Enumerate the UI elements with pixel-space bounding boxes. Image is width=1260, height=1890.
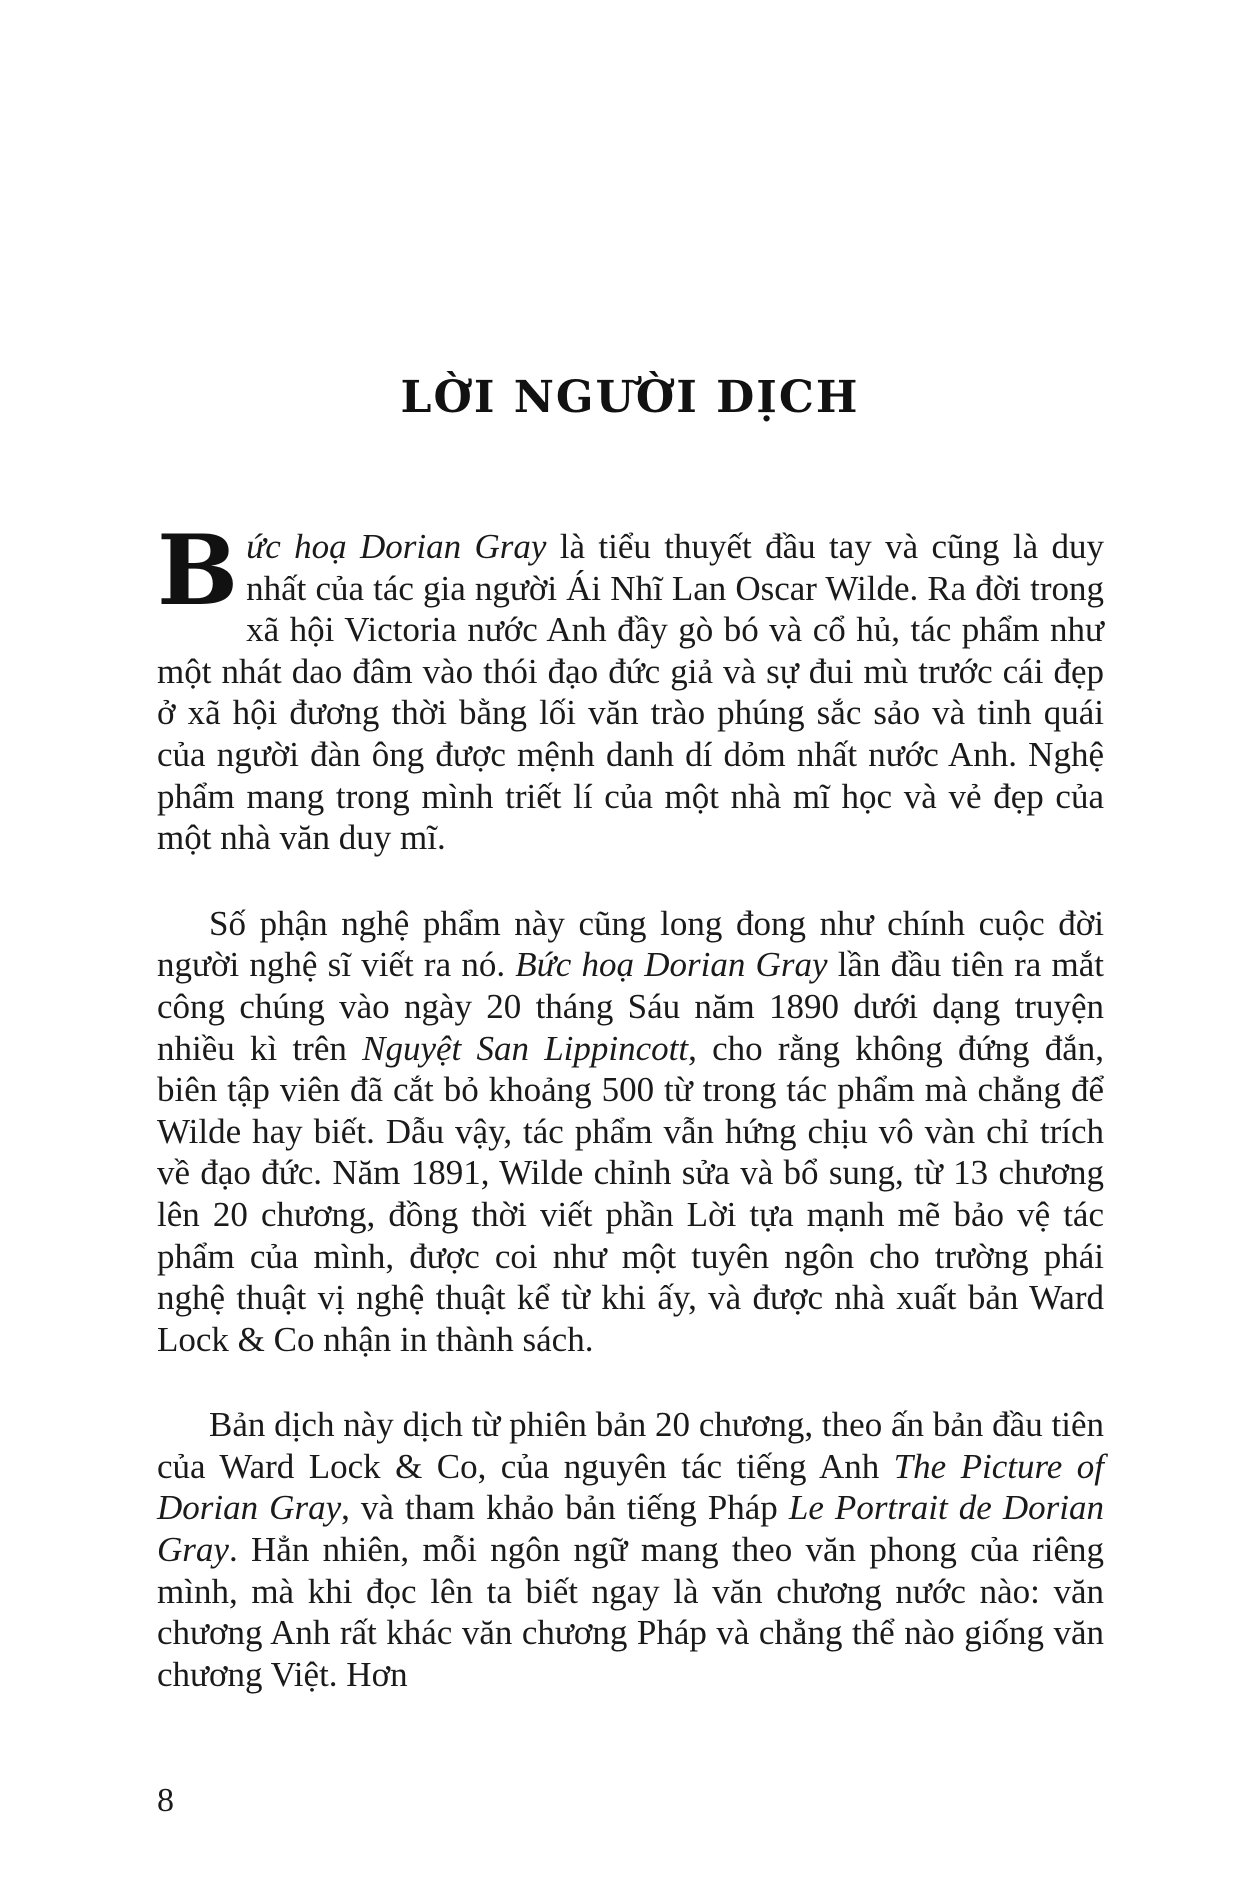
body-text (157, 514, 1105, 1739)
paragraph-text: Số phận nghệ phẩm này cũng long đong như chính cuộc đời người nghệ sĩ viết ra nó. (157, 903, 1104, 985)
paragraph-text: , và tham khảo bản tiếng Pháp (341, 1488, 789, 1528)
paragraph-text: lần đầu tiên ra mắt công chúng vào ngày 20 tháng Sáu năm 1890 dưới dạng truyện nhiều kì trên (157, 945, 1104, 1068)
paragraph-text: là tiểu thuyết đầu tay và cũng là duy nhất của tác gia người Ái Nhĩ Lan Oscar Wilde. Ra đời trong xã hội Victoria nước Anh đầy gò bó và cổ hủ, tác phẩm như một nhát dao đâm vào thói đạo đức giả và sự đui mù trước cái đẹp ở xã hội đương thời bằng lối văn trào phúng sắc sảo và tinh quái của người đàn ông được mệnh danh dí dỏm nhất nước Anh. Nghệ phẩm mang trong mình triết lí của một nhà mĩ học và vẻ đẹp của một nhà văn duy mĩ. (157, 527, 1104, 858)
drop-cap: B (157, 514, 239, 627)
book-title-italic: ức hoạ Dorian Gray (246, 527, 547, 566)
book-title-italic: Bức hoạ Dorian Gray (515, 945, 828, 985)
paragraph-1 (157, 514, 1104, 859)
chapter-title: LỜI NGƯỜI DỊCH (400, 372, 860, 423)
french-title-italic: Le Portrait de Dorian Gray (157, 1488, 1105, 1570)
magazine-title-italic: Nguyệt San Lippincott (362, 1028, 689, 1068)
paragraph-text: . Hẳn nhiên, mỗi ngôn ngữ mang theo văn phong của riêng mình, mà khi đọc lên ta biết ngay là văn chương nước nào: văn chương Anh rất khác văn chương Pháp và chẳng thể nào giống văn chương Việt. Hơn (157, 1530, 1104, 1694)
paragraph-3 (157, 1404, 1104, 1695)
english-title-italic: The Picture of Dorian Gray (157, 1446, 1104, 1528)
page-number: 8 (157, 1782, 174, 1819)
paragraph-text: Bản dịch này dịch từ phiên bản 20 chương, theo ấn bản đầu tiên của Ward Lock & Co, của nguyên tác tiếng Anh (157, 1405, 1104, 1486)
paragraph-text: , cho rằng không đứng đắn, biên tập viên đã cắt bỏ khoảng 500 từ trong tác phẩm mà chẳng để Wilde hay biết. Dẫu vậy, tác phẩm vẫn hứng chịu vô vàn chỉ trích về đạo đức. Năm 1891, Wilde chỉnh sửa và bổ sung, từ 13 chương lên 20 chương, đồng thời viết phần Lời tựa mạnh mẽ bảo vệ tác phẩm của mình, được coi như một tuyên ngôn cho trường phái nghệ thuật vị nghệ thuật kể từ khi ấy, và được nhà xuất bản Ward Lock & Co nhận in thành sách. (157, 1028, 1104, 1359)
paragraph-2 (157, 903, 1104, 1361)
